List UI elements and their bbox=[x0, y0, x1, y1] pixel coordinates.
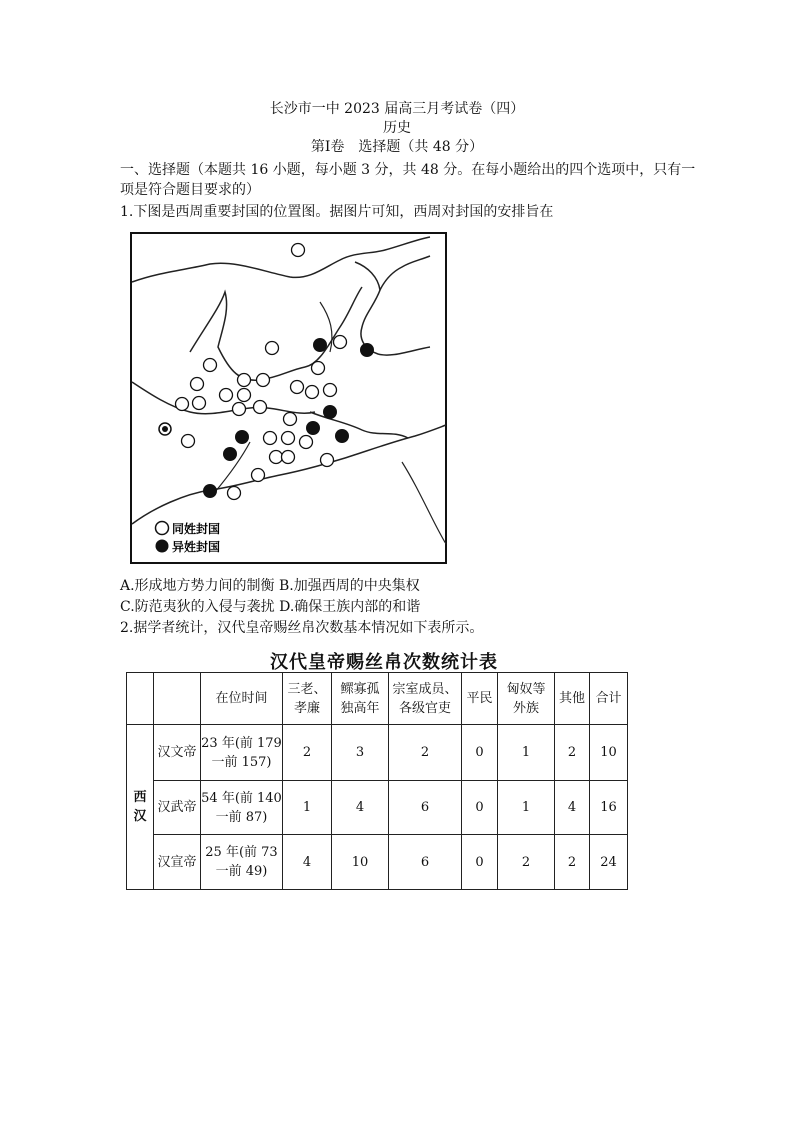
value-cell: 2 bbox=[555, 835, 590, 890]
value-cell: 3 bbox=[332, 725, 389, 781]
fief-marker bbox=[238, 374, 251, 387]
table-title: 汉代皇帝赐丝帛次数统计表 bbox=[270, 652, 498, 673]
header-total: 合计 bbox=[590, 673, 628, 725]
header-widowed: 鳏寡孤 独高年 bbox=[332, 673, 389, 725]
western-zhou-fief-map bbox=[130, 232, 447, 564]
instructions-line-2: 项是符合题目要求的） bbox=[120, 182, 260, 198]
header-commoners: 平民 bbox=[462, 673, 498, 725]
value-cell: 1 bbox=[283, 781, 332, 835]
q1-options-cd: C.防范夷狄的入侵与袭扰 D.确保王族内部的和谐 bbox=[120, 599, 421, 615]
value-cell: 2 bbox=[498, 835, 555, 890]
fief-marker bbox=[193, 397, 206, 410]
value-cell: 0 bbox=[462, 725, 498, 781]
header-officials: 宗室成员、 各级官吏 bbox=[389, 673, 462, 725]
fief-marker bbox=[182, 435, 195, 448]
fief-marker bbox=[257, 374, 270, 387]
fief-marker bbox=[176, 398, 189, 411]
fief-marker bbox=[223, 447, 237, 461]
question-1-stem: 1.下图是西周重要封国的位置图。据图片可知，西周对封国的安排旨在 bbox=[120, 204, 554, 220]
total-cell: 10 bbox=[590, 725, 628, 781]
emperor-cell: 汉武帝 bbox=[154, 781, 201, 835]
table-row bbox=[127, 725, 628, 781]
fief-marker bbox=[334, 336, 347, 349]
fief-marker bbox=[323, 405, 337, 419]
fief-marker bbox=[312, 362, 325, 375]
fief-marker bbox=[270, 451, 283, 464]
fief-marker bbox=[264, 432, 277, 445]
legend-black-circle bbox=[156, 540, 169, 553]
fief-marker bbox=[235, 430, 249, 444]
capital-center bbox=[162, 426, 168, 432]
fief-marker bbox=[291, 381, 304, 394]
fief-marker bbox=[306, 386, 319, 399]
fief-marker bbox=[300, 436, 313, 449]
q1-options-ab: A.形成地方势力间的制衡 B.加强西周的中央集权 bbox=[120, 578, 420, 594]
fief-marker bbox=[292, 244, 305, 257]
fief-marker bbox=[228, 487, 241, 500]
fief-marker bbox=[313, 338, 327, 352]
header-foreign: 匈奴等 外族 bbox=[498, 673, 555, 725]
reign-cell: 54 年(前 140 一前 87) bbox=[201, 781, 283, 835]
value-cell: 4 bbox=[555, 781, 590, 835]
fief-marker bbox=[306, 421, 320, 435]
fief-marker bbox=[203, 484, 217, 498]
table-row bbox=[127, 781, 628, 835]
section-title: 第Ⅰ卷 选择题（共 48 分） bbox=[310, 139, 484, 155]
fief-marker bbox=[360, 343, 374, 357]
table-header-row bbox=[127, 673, 628, 725]
header-other: 其他 bbox=[555, 673, 590, 725]
fief-marker bbox=[220, 389, 233, 402]
question-2-stem: 2.据学者统计，汉代皇帝赐丝帛次数基本情况如下表所示。 bbox=[120, 620, 484, 636]
value-cell: 1 bbox=[498, 781, 555, 835]
fief-marker bbox=[252, 469, 265, 482]
fief-marker bbox=[191, 378, 204, 391]
fief-marker bbox=[266, 342, 279, 355]
value-cell: 6 bbox=[389, 781, 462, 835]
header-elders: 三老、 孝廉 bbox=[283, 673, 332, 725]
fief-marker bbox=[324, 384, 337, 397]
dynasty-cell: 西 汉 bbox=[127, 725, 154, 890]
fief-marker bbox=[321, 454, 334, 467]
empty-header-cell bbox=[154, 673, 201, 725]
fief-marker bbox=[233, 403, 246, 416]
legend-white-circle bbox=[156, 522, 169, 535]
fief-marker bbox=[335, 429, 349, 443]
emperor-cell: 汉宣帝 bbox=[154, 835, 201, 890]
value-cell: 4 bbox=[332, 781, 389, 835]
fief-marker bbox=[238, 389, 251, 402]
value-cell: 6 bbox=[389, 835, 462, 890]
header-time: 在位时间 bbox=[201, 673, 283, 725]
fief-marker bbox=[204, 359, 217, 372]
total-cell: 16 bbox=[590, 781, 628, 835]
value-cell: 1 bbox=[498, 725, 555, 781]
fief-marker bbox=[254, 401, 267, 414]
value-cell: 2 bbox=[555, 725, 590, 781]
value-cell: 0 bbox=[462, 835, 498, 890]
value-cell: 10 bbox=[332, 835, 389, 890]
legend-different-surname: 异姓封国 bbox=[172, 540, 221, 554]
value-cell: 2 bbox=[283, 725, 332, 781]
empty-header-cell bbox=[127, 673, 154, 725]
legend-same-surname: 同姓封国 bbox=[172, 522, 221, 536]
value-cell: 2 bbox=[389, 725, 462, 781]
value-cell: 4 bbox=[283, 835, 332, 890]
reign-cell: 23 年(前 179 一前 157) bbox=[201, 725, 283, 781]
total-cell: 24 bbox=[590, 835, 628, 890]
fief-marker bbox=[282, 451, 295, 464]
instructions-line-1: 一、选择题（本题共 16 小题，每小题 3 分，共 48 分。在每小题给出的四个选项中，只有一 bbox=[120, 162, 696, 178]
subject-title: 历史 bbox=[383, 120, 411, 136]
reign-cell: 25 年(前 73 一前 49) bbox=[201, 835, 283, 890]
fief-marker bbox=[284, 413, 297, 426]
emperor-cell: 汉文帝 bbox=[154, 725, 201, 781]
table-row bbox=[127, 835, 628, 890]
value-cell: 0 bbox=[462, 781, 498, 835]
fief-marker bbox=[282, 432, 295, 445]
silk-grant-table bbox=[126, 672, 628, 890]
exam-title: 长沙市一中 2023 届高三月考试卷（四） bbox=[269, 101, 525, 117]
